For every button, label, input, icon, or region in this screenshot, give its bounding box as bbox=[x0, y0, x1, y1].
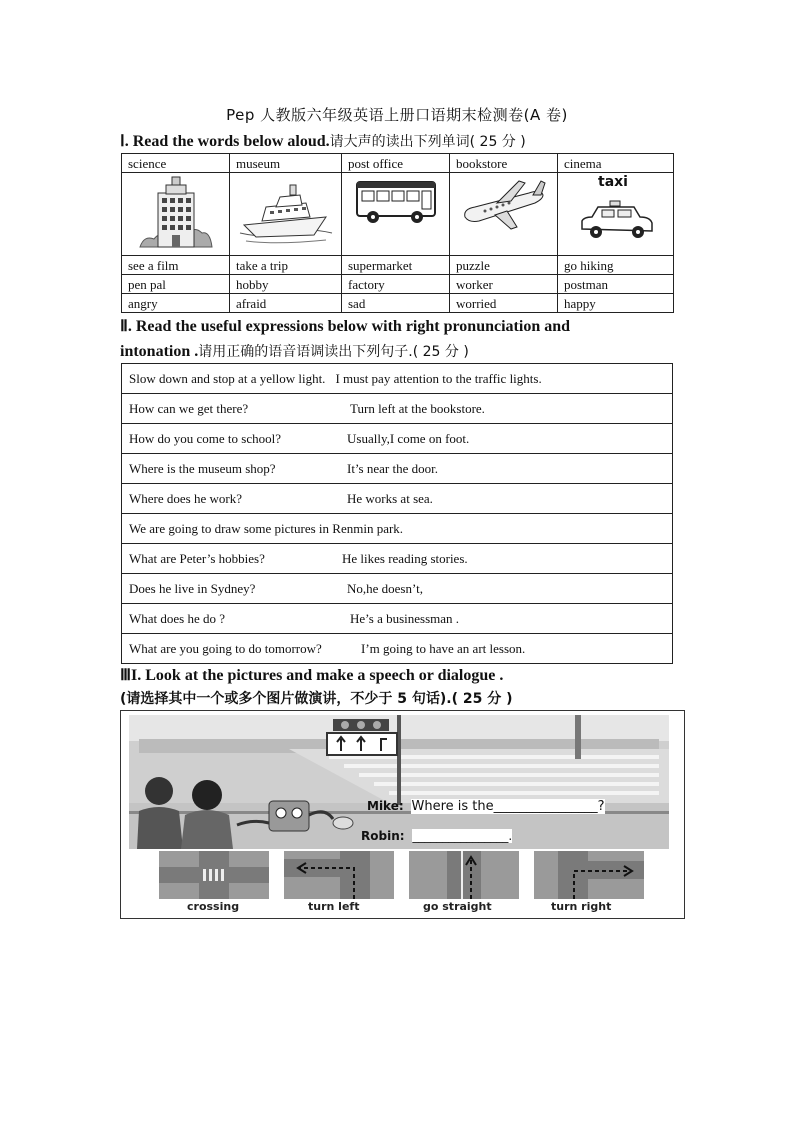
section2-heading-line1: Ⅱ. Read the useful expressions below with right pronunciation and bbox=[120, 318, 571, 335]
picture-cell bbox=[450, 173, 558, 256]
expression-row bbox=[122, 634, 673, 664]
page-title: Pep 人教版六年级英语上册口语期末检测卷(A 卷) bbox=[226, 106, 568, 124]
expression-answer: Turn left at the bookstore. bbox=[350, 400, 485, 416]
expression-question: What does he do ? bbox=[129, 610, 226, 626]
expression-answer: Usually,I come on foot. bbox=[347, 430, 470, 446]
taxi-icon bbox=[576, 199, 656, 249]
expression-row bbox=[122, 484, 673, 514]
word-cell: puzzle bbox=[450, 256, 558, 275]
expression-answer: It’s near the door. bbox=[347, 460, 438, 476]
word-cell: afraid bbox=[230, 294, 342, 313]
word-cell: pen pal bbox=[122, 275, 230, 294]
section2-heading-line2: intonation . bbox=[120, 343, 199, 360]
go-straight-sign-icon bbox=[409, 851, 519, 899]
expression-row bbox=[122, 424, 673, 454]
word-cell: happy bbox=[558, 294, 674, 313]
words-row bbox=[122, 275, 674, 294]
words-table bbox=[121, 153, 674, 313]
word-cell: hobby bbox=[230, 275, 342, 294]
expression-row bbox=[122, 544, 673, 574]
word-cell: bookstore bbox=[450, 154, 558, 173]
word-cell: postman bbox=[558, 275, 674, 294]
expression-question: We are going to draw some pictures in Renmin park. bbox=[129, 520, 404, 536]
words-row bbox=[122, 294, 674, 313]
expression-answer: He’s a businessman . bbox=[350, 610, 460, 626]
word-cell: factory bbox=[342, 275, 450, 294]
expression-question: How do you come to school? bbox=[129, 430, 282, 446]
bus-icon bbox=[353, 174, 439, 230]
word-cell: worker bbox=[450, 275, 558, 294]
mike-line bbox=[367, 799, 677, 814]
word-cell: go hiking bbox=[558, 256, 674, 275]
picture-cell bbox=[230, 173, 342, 256]
picture-cell bbox=[342, 173, 450, 256]
science-building-icon bbox=[136, 173, 216, 251]
pictures-row bbox=[122, 173, 674, 256]
expression-question: Slow down and stop at a yellow light. bbox=[129, 370, 326, 386]
section1-heading-en: Ⅰ. Read the words below aloud. bbox=[120, 133, 330, 150]
turn-right-sign-icon bbox=[534, 851, 644, 899]
word-cell: see a film bbox=[122, 256, 230, 275]
picture-cell bbox=[122, 173, 230, 256]
section3-heading-line2: (请选择其中一个或多个图片做演讲，不少于 5 句话).( 25 分 ) bbox=[120, 691, 513, 707]
section2-heading bbox=[120, 314, 680, 365]
turn-left-sign-icon bbox=[284, 851, 394, 899]
sign-label-crossing: crossing bbox=[187, 900, 240, 913]
expression-question: Does he live in Sydney? bbox=[129, 580, 256, 596]
expression-question: Where does he work? bbox=[129, 490, 242, 506]
sign-label-go-straight: go straight bbox=[423, 900, 492, 913]
robin-text: ________________. bbox=[412, 829, 513, 843]
expression-row bbox=[122, 454, 673, 484]
word-cell: science bbox=[122, 154, 230, 173]
words-row bbox=[122, 256, 674, 275]
expression-question: What are you going to do tomorrow? bbox=[129, 640, 322, 656]
ship-icon bbox=[236, 177, 336, 247]
word-cell: cinema bbox=[558, 154, 674, 173]
picture-cell bbox=[558, 173, 674, 256]
robin-line bbox=[361, 829, 671, 843]
word-cell: sad bbox=[342, 294, 450, 313]
word-cell: supermarket bbox=[342, 256, 450, 275]
expression-answer: I’m going to have an art lesson. bbox=[361, 640, 526, 656]
crossing-sign-icon bbox=[159, 851, 269, 899]
words-row bbox=[122, 154, 674, 173]
expression-row bbox=[122, 574, 673, 604]
section1-heading bbox=[120, 131, 526, 151]
expression-question: What are Peter’s hobbies? bbox=[129, 550, 265, 566]
word-cell: angry bbox=[122, 294, 230, 313]
word-cell: post office bbox=[342, 154, 450, 173]
section3-heading bbox=[120, 664, 680, 711]
expression-row bbox=[122, 604, 673, 634]
airplane-icon bbox=[459, 177, 549, 233]
expression-row bbox=[122, 394, 673, 424]
expression-answer: He likes reading stories. bbox=[342, 550, 468, 566]
section1-heading-cn: 请大声的读出下列单词( 25 分 ) bbox=[329, 134, 526, 150]
expression-answer: I must pay attention to the traffic lights. bbox=[335, 370, 542, 386]
sign-label-turn-right: turn right bbox=[551, 900, 612, 913]
expression-row bbox=[122, 364, 673, 394]
word-cell: take a trip bbox=[230, 256, 342, 275]
mike-label: Mike: bbox=[367, 799, 404, 813]
expression-row bbox=[122, 514, 673, 544]
section2-heading-cn: 请用正确的语音语调读出下列句子.( 25 分 ) bbox=[198, 344, 469, 360]
street-picture bbox=[120, 710, 685, 919]
word-cell: museum bbox=[230, 154, 342, 173]
mike-text: Where is the________________? bbox=[411, 799, 605, 814]
taxi-label: taxi bbox=[598, 174, 628, 190]
sign-label-turn-left: turn left bbox=[308, 900, 360, 913]
word-cell: worried bbox=[450, 294, 558, 313]
expressions-table bbox=[121, 363, 673, 664]
expression-question: Where is the museum shop? bbox=[129, 460, 276, 476]
expression-question: How can we get there? bbox=[129, 400, 249, 416]
robin-label: Robin: bbox=[361, 829, 405, 843]
section3-heading-line1: ⅢI. Look at the pictures and make a speech or dialogue . bbox=[120, 667, 504, 684]
expression-answer: He works at sea. bbox=[347, 490, 433, 506]
expression-answer: No,he doesn’t, bbox=[347, 580, 423, 596]
